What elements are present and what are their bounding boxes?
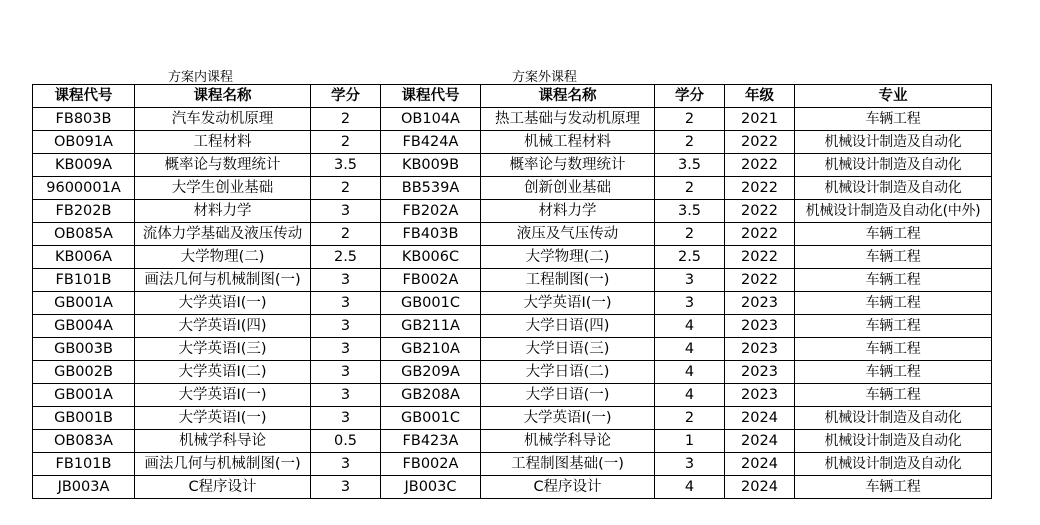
cell-course-code-in: GB003B bbox=[33, 338, 135, 361]
header-course-code-out: 课程代号 bbox=[381, 85, 481, 108]
cell-course-name-out: 液压及气压传动 bbox=[481, 223, 655, 246]
cell-course-name-in: 大学英语Ⅰ(一) bbox=[135, 407, 311, 430]
table-row bbox=[33, 407, 992, 430]
cell-course-code-in: OB085A bbox=[33, 223, 135, 246]
cell-credit-in: 3 bbox=[311, 200, 381, 223]
cell-grade: 2022 bbox=[725, 269, 795, 292]
cell-course-code-in: FB101B bbox=[33, 453, 135, 476]
cell-major: 车辆工程 bbox=[795, 292, 992, 315]
table-row bbox=[33, 200, 992, 223]
table-row bbox=[33, 246, 992, 269]
cell-credit-in: 3 bbox=[311, 269, 381, 292]
cell-credit-out: 3 bbox=[655, 292, 725, 315]
cell-major: 车辆工程 bbox=[795, 246, 992, 269]
cell-grade: 2023 bbox=[725, 338, 795, 361]
cell-major: 机械设计制造及自动化 bbox=[795, 407, 992, 430]
cell-credit-in: 0.5 bbox=[311, 430, 381, 453]
table-row bbox=[33, 430, 992, 453]
cell-credit-out: 2 bbox=[655, 177, 725, 200]
cell-course-code-in: OB083A bbox=[33, 430, 135, 453]
cell-credit-in: 3 bbox=[311, 315, 381, 338]
table-row bbox=[33, 108, 992, 131]
cell-credit-out: 3.5 bbox=[655, 154, 725, 177]
course-substitution-table bbox=[32, 84, 992, 499]
table-row bbox=[33, 223, 992, 246]
cell-course-code-in: GB001A bbox=[33, 384, 135, 407]
cell-course-code-out: GB210A bbox=[381, 338, 481, 361]
cell-course-code-out: BB539A bbox=[381, 177, 481, 200]
cell-course-name-out: 工程制图基础(一) bbox=[481, 453, 655, 476]
header-course-code-in: 课程代号 bbox=[33, 85, 135, 108]
cell-grade: 2023 bbox=[725, 292, 795, 315]
cell-grade: 2022 bbox=[725, 223, 795, 246]
cell-major: 车辆工程 bbox=[795, 108, 992, 131]
cell-credit-out: 2 bbox=[655, 108, 725, 131]
cell-major: 机械设计制造及自动化 bbox=[795, 154, 992, 177]
cell-course-name-in: 画法几何与机械制图(一) bbox=[135, 453, 311, 476]
cell-credit-in: 3 bbox=[311, 407, 381, 430]
cell-course-name-in: 流体力学基础及液压传动 bbox=[135, 223, 311, 246]
cell-course-code-out: FB403B bbox=[381, 223, 481, 246]
cell-course-name-out: 大学物理(二) bbox=[481, 246, 655, 269]
table-row bbox=[33, 177, 992, 200]
cell-grade: 2022 bbox=[725, 154, 795, 177]
cell-course-code-out: GB208A bbox=[381, 384, 481, 407]
cell-credit-in: 2 bbox=[311, 108, 381, 131]
table-row bbox=[33, 131, 992, 154]
cell-credit-in: 3 bbox=[311, 384, 381, 407]
table-row bbox=[33, 154, 992, 177]
cell-course-name-out: 创新创业基础 bbox=[481, 177, 655, 200]
cell-grade: 2024 bbox=[725, 407, 795, 430]
cell-course-code-in: KB009A bbox=[33, 154, 135, 177]
table-row bbox=[33, 338, 992, 361]
cell-grade: 2023 bbox=[725, 384, 795, 407]
cell-course-code-out: FB423A bbox=[381, 430, 481, 453]
cell-course-name-in: 大学英语Ⅰ(一) bbox=[135, 292, 311, 315]
table-row bbox=[33, 315, 992, 338]
cell-credit-in: 2 bbox=[311, 177, 381, 200]
header-credit-out: 学分 bbox=[655, 85, 725, 108]
cell-major: 车辆工程 bbox=[795, 361, 992, 384]
cell-credit-out: 2 bbox=[655, 131, 725, 154]
cell-course-code-out: FB002A bbox=[381, 269, 481, 292]
cell-major: 车辆工程 bbox=[795, 476, 992, 499]
cell-grade: 2023 bbox=[725, 361, 795, 384]
cell-course-name-in: C程序设计 bbox=[135, 476, 311, 499]
cell-course-code-in: KB006A bbox=[33, 246, 135, 269]
header-grade: 年级 bbox=[725, 85, 795, 108]
header-course-name-in: 课程名称 bbox=[135, 85, 311, 108]
cell-course-code-out: KB006C bbox=[381, 246, 481, 269]
cell-course-code-in: GB001B bbox=[33, 407, 135, 430]
cell-major: 机械设计制造及自动化 bbox=[795, 453, 992, 476]
cell-course-name-in: 大学英语Ⅰ(四) bbox=[135, 315, 311, 338]
cell-course-name-in: 机械学科导论 bbox=[135, 430, 311, 453]
cell-course-name-out: 概率论与数理统计 bbox=[481, 154, 655, 177]
cell-grade: 2024 bbox=[725, 476, 795, 499]
cell-course-code-in: OB091A bbox=[33, 131, 135, 154]
cell-course-name-out: 大学日语(一) bbox=[481, 384, 655, 407]
cell-major: 机械设计制造及自动化 bbox=[795, 177, 992, 200]
cell-course-code-out: FB424A bbox=[381, 131, 481, 154]
cell-credit-in: 2.5 bbox=[311, 246, 381, 269]
cell-credit-out: 3.5 bbox=[655, 200, 725, 223]
table-row bbox=[33, 384, 992, 407]
header-major: 专业 bbox=[795, 85, 992, 108]
header-course-name-out: 课程名称 bbox=[481, 85, 655, 108]
cell-credit-out: 4 bbox=[655, 384, 725, 407]
cell-credit-out: 2.5 bbox=[655, 246, 725, 269]
cell-course-code-in: GB004A bbox=[33, 315, 135, 338]
cell-course-code-in: 9600001A bbox=[33, 177, 135, 200]
cell-credit-out: 4 bbox=[655, 338, 725, 361]
cell-course-name-in: 大学生创业基础 bbox=[135, 177, 311, 200]
cell-course-code-out: GB211A bbox=[381, 315, 481, 338]
cell-credit-out: 3 bbox=[655, 453, 725, 476]
table-row bbox=[33, 269, 992, 292]
in-plan-label: 方案内课程 bbox=[168, 70, 234, 85]
cell-course-code-in: GB002B bbox=[33, 361, 135, 384]
cell-course-code-out: GB001C bbox=[381, 407, 481, 430]
cell-course-code-out: OB104A bbox=[381, 108, 481, 131]
cell-course-code-in: FB803B bbox=[33, 108, 135, 131]
header-credit-in: 学分 bbox=[311, 85, 381, 108]
cell-grade: 2022 bbox=[725, 131, 795, 154]
cell-credit-out: 3 bbox=[655, 269, 725, 292]
cell-course-name-out: 大学日语(二) bbox=[481, 361, 655, 384]
cell-credit-out: 2 bbox=[655, 407, 725, 430]
cell-credit-in: 2 bbox=[311, 223, 381, 246]
cell-course-name-out: 大学英语Ⅰ(一) bbox=[481, 292, 655, 315]
cell-major: 机械设计制造及自动化 bbox=[795, 430, 992, 453]
cell-major: 车辆工程 bbox=[795, 384, 992, 407]
cell-course-name-out: 机械学科导论 bbox=[481, 430, 655, 453]
cell-course-code-out: GB209A bbox=[381, 361, 481, 384]
cell-course-name-in: 工程材料 bbox=[135, 131, 311, 154]
cell-grade: 2022 bbox=[725, 200, 795, 223]
cell-course-name-in: 概率论与数理统计 bbox=[135, 154, 311, 177]
cell-course-code-in: FB101B bbox=[33, 269, 135, 292]
cell-grade: 2022 bbox=[725, 177, 795, 200]
cell-major: 车辆工程 bbox=[795, 269, 992, 292]
cell-grade: 2024 bbox=[725, 430, 795, 453]
cell-course-code-out: GB001C bbox=[381, 292, 481, 315]
cell-course-name-out: C程序设计 bbox=[481, 476, 655, 499]
cell-credit-in: 3 bbox=[311, 453, 381, 476]
cell-major: 车辆工程 bbox=[795, 223, 992, 246]
cell-credit-in: 2 bbox=[311, 131, 381, 154]
table-row bbox=[33, 292, 992, 315]
cell-course-name-out: 热工基础与发动机原理 bbox=[481, 108, 655, 131]
cell-course-name-out: 材料力学 bbox=[481, 200, 655, 223]
cell-course-name-in: 大学英语Ⅰ(一) bbox=[135, 384, 311, 407]
table-row bbox=[33, 476, 992, 499]
cell-major: 机械设计制造及自动化 bbox=[795, 131, 992, 154]
cell-course-name-in: 大学英语Ⅰ(二) bbox=[135, 361, 311, 384]
cell-major: 车辆工程 bbox=[795, 315, 992, 338]
cell-credit-out: 1 bbox=[655, 430, 725, 453]
cell-major: 车辆工程 bbox=[795, 338, 992, 361]
cell-credit-in: 3 bbox=[311, 338, 381, 361]
cell-course-code-out: FB002A bbox=[381, 453, 481, 476]
cell-course-name-out: 机械工程材料 bbox=[481, 131, 655, 154]
cell-course-code-in: FB202B bbox=[33, 200, 135, 223]
cell-grade: 2024 bbox=[725, 453, 795, 476]
cell-course-code-out: JB003C bbox=[381, 476, 481, 499]
cell-grade: 2021 bbox=[725, 108, 795, 131]
cell-course-name-in: 大学物理(二) bbox=[135, 246, 311, 269]
cell-course-code-out: FB202A bbox=[381, 200, 481, 223]
cell-course-name-in: 大学英语Ⅰ(三) bbox=[135, 338, 311, 361]
table-row bbox=[33, 361, 992, 384]
header-row bbox=[33, 85, 992, 108]
out-plan-label: 方案外课程 bbox=[512, 70, 578, 85]
cell-credit-in: 3.5 bbox=[311, 154, 381, 177]
cell-course-code-in: GB001A bbox=[33, 292, 135, 315]
cell-credit-in: 3 bbox=[311, 476, 381, 499]
cell-course-name-out: 大学日语(三) bbox=[481, 338, 655, 361]
cell-course-name-in: 汽车发动机原理 bbox=[135, 108, 311, 131]
cell-credit-out: 2 bbox=[655, 223, 725, 246]
cell-course-code-out: KB009B bbox=[381, 154, 481, 177]
cell-credit-out: 4 bbox=[655, 315, 725, 338]
cell-course-name-out: 大学英语Ⅰ(一) bbox=[481, 407, 655, 430]
table-row bbox=[33, 453, 992, 476]
cell-credit-out: 4 bbox=[655, 476, 725, 499]
cell-course-name-out: 大学日语(四) bbox=[481, 315, 655, 338]
cell-credit-in: 3 bbox=[311, 292, 381, 315]
cell-course-name-in: 画法几何与机械制图(一) bbox=[135, 269, 311, 292]
cell-course-code-in: JB003A bbox=[33, 476, 135, 499]
cell-credit-out: 4 bbox=[655, 361, 725, 384]
cell-major: 机械设计制造及自动化(中外) bbox=[795, 200, 992, 223]
cell-grade: 2022 bbox=[725, 246, 795, 269]
cell-grade: 2023 bbox=[725, 315, 795, 338]
cell-credit-in: 3 bbox=[311, 361, 381, 384]
cell-course-name-in: 材料力学 bbox=[135, 200, 311, 223]
cell-course-name-out: 工程制图(一) bbox=[481, 269, 655, 292]
